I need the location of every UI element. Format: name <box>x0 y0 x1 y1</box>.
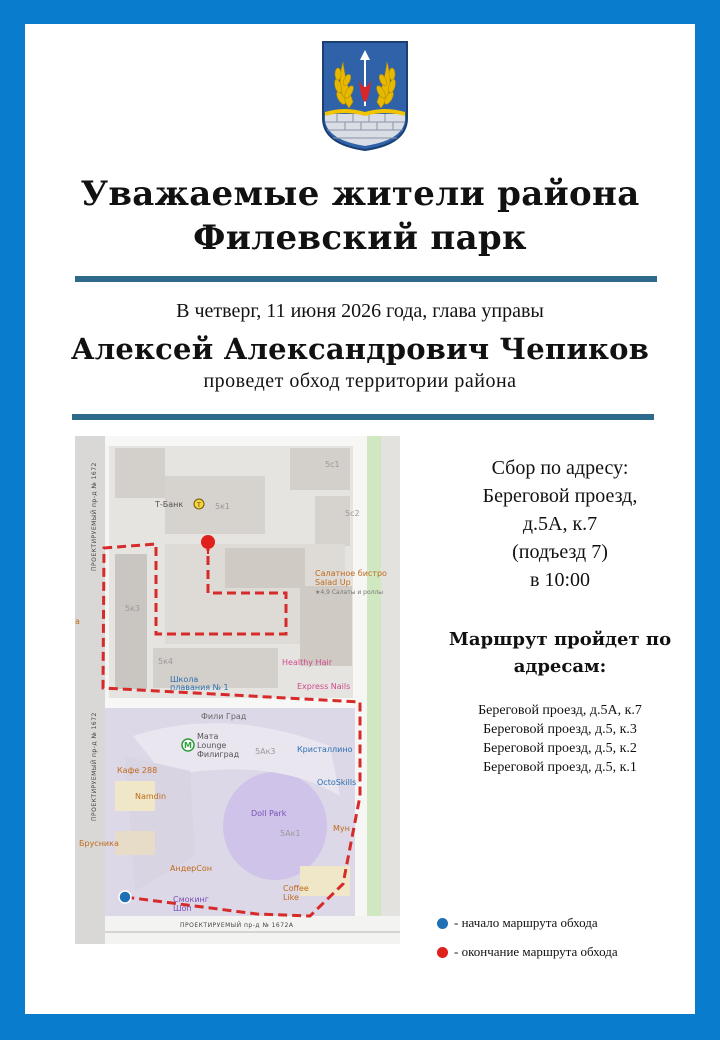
label-building-5c1: 5с1 <box>325 460 340 469</box>
bank-icon: Т <box>197 502 201 509</box>
label-building-5k4: 5к4 <box>158 657 174 666</box>
label-school-line-2: плавания № 1 <box>170 683 229 692</box>
route-title <box>425 626 695 680</box>
label-salad-bistro: Салатное бистро <box>315 569 387 578</box>
label-road-1672-top: ПРОЕКТИРУЕМЫЙ пр-д № 1672 <box>91 462 98 571</box>
label-brusnika: Брусника <box>79 839 119 848</box>
label-edge-a: а <box>75 617 80 626</box>
official-name: Алексей Александрович Чепиков <box>70 332 650 366</box>
label-building-5ak1: 5Ак1 <box>280 829 301 838</box>
end-marker-icon <box>437 947 448 958</box>
label-express-nails: Express Nails <box>297 682 351 691</box>
label-salad-rating: ★4,9 Салаты и роллы <box>315 589 384 596</box>
label-mata-line-3: Филиград <box>197 750 240 759</box>
heading-line-1: Уважаемые жители района <box>80 174 640 214</box>
legend-end-text: - окончание маршрута обхода <box>454 944 618 959</box>
label-school-line-1: Школа <box>170 675 199 684</box>
label-anderson: АндерСон <box>170 864 212 873</box>
route-address: Береговой проезд, д.5, к.1 <box>483 760 637 775</box>
label-road-1672-left: ПРОЕКТИРУЕМЫЙ пр-д № 1672 <box>91 712 98 821</box>
label-salad-up: Salad Up <box>315 578 351 587</box>
legend-end <box>437 944 618 960</box>
label-smoking-shop-2: Шоп <box>173 904 192 913</box>
legend-start-text: - начало маршрута обхода <box>454 915 598 930</box>
route-title-line-1: Маршрут пройдет по <box>448 629 672 650</box>
label-kristallino: Кристаллино <box>297 745 353 754</box>
route-title-line-2: адресам: <box>513 656 607 677</box>
label-building-5c2: 5с2 <box>345 509 360 518</box>
metro-icon: М <box>184 741 192 750</box>
label-cafe-288: Кафе 288 <box>117 766 158 775</box>
intro-date-line: В четверг, 11 июня 2026 года, глава управы <box>176 300 544 322</box>
label-building-5ak3: 5Ак3 <box>255 747 276 756</box>
label-healthy-hair: Healthy Hair <box>282 658 332 667</box>
heading-line-2: Филевский парк <box>193 218 527 258</box>
divider-top <box>75 276 657 282</box>
label-mun: Мун <box>333 824 350 833</box>
route-address: Береговой проезд, д.5, к.3 <box>483 722 637 737</box>
legend-start <box>437 915 598 931</box>
label-mata-line-2: Lounge <box>197 741 227 750</box>
divider-bottom <box>72 414 654 420</box>
label-mata-line-1: Мата <box>197 732 219 741</box>
label-road-1672a: ПРОЕКТИРУЕМЫЙ пр-д № 1672А <box>180 922 294 929</box>
meeting-label: Сбор по адресу: <box>491 457 629 479</box>
meeting-point <box>425 454 695 594</box>
label-coffee-like-2: Like <box>283 893 299 902</box>
notice-sheet <box>25 24 695 1014</box>
label-octoskills: OctoSkills <box>317 778 357 787</box>
intro-purpose-line: проведет обход территории района <box>203 370 517 392</box>
label-namdin: Namdin <box>135 792 167 801</box>
label-fili-grad: Фили Град <box>201 712 247 721</box>
route-map <box>75 436 400 944</box>
meeting-street: Береговой проезд, <box>482 485 638 507</box>
meeting-time: в 10:00 <box>530 569 590 591</box>
start-marker-icon <box>437 918 448 929</box>
label-tbank: Т-Банк <box>155 500 184 509</box>
label-coffee-like-1: Coffee <box>283 884 309 893</box>
label-doll-park: Doll Park <box>251 809 287 818</box>
meeting-building: д.5А, к.7 <box>522 513 598 535</box>
route-address: Береговой проезд, д.5А, к.7 <box>478 703 642 718</box>
label-building-5k3: 5к3 <box>125 604 141 613</box>
route-address: Береговой проезд, д.5, к.2 <box>483 741 637 756</box>
label-building-5k1-top: 5к1 <box>215 502 231 511</box>
district-coat-of-arms-icon <box>321 40 409 152</box>
label-smoking-shop-1: Смокинг <box>173 895 209 904</box>
route-address-list <box>425 701 695 777</box>
meeting-entrance: (подъезд 7) <box>512 541 608 563</box>
